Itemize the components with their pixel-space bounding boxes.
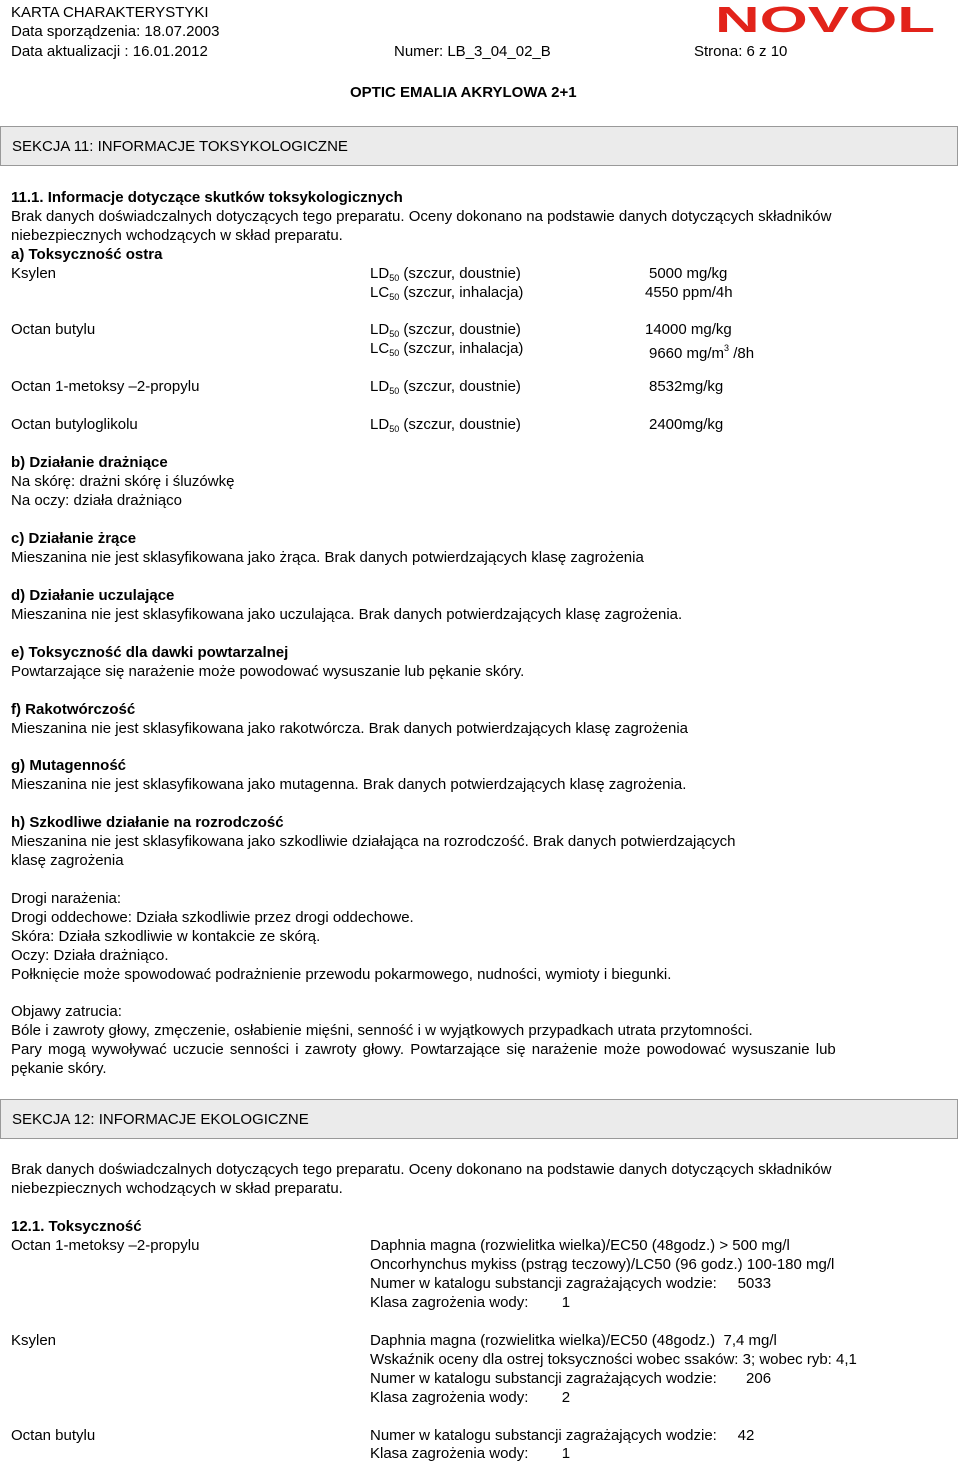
symptoms-text-3: pękanie skóry.	[11, 1060, 107, 1077]
section-12-bar	[0, 1099, 958, 1139]
symptoms-text-1: Bóle i zawroty głowy, zmęczenie, osłabienie mięśni, senność i w wyjątkowych przypadkach utrata przytomności.	[11, 1022, 753, 1039]
repeated-dose-text: Powtarzające się narażenie może powodować wysuszanie lub pękanie skóry.	[11, 663, 525, 680]
carcinogenicity-text: Mieszanina nie jest sklasyfikowana jako rakotwórcza. Brak danych potwierdzających klasę zagrożenia	[11, 720, 688, 737]
mutagenicity-text: Mieszanina nie jest sklasyfikowana jako mutagenna. Brak danych potwierdzających klasę zagrożenia.	[11, 776, 687, 793]
acute-test: $LD_{50}$ (szczur, doustnie)	[370, 416, 521, 434]
exposure-route: Połknięcie może spowodować podrażnienie przewodu pokarmowego, nudności, wymioty i biegunki.	[11, 966, 672, 983]
s12-intro-1: Brak danych doświadczalnych dotyczących tego preparatu. Oceny dokonano na podstawie danych dotyczących składników	[11, 1161, 832, 1178]
exposure-route: Oczy: Działa drażniąco.	[11, 947, 169, 964]
acute-test: $LD_{50}$ (szczur, doustnie)	[370, 378, 521, 396]
eco-line: Klasa zagrożenia wody: 1	[370, 1294, 571, 1311]
acute-value: 2400mg/kg	[649, 416, 724, 433]
reproductive-text-2: klasę zagrożenia	[11, 852, 124, 869]
eco-line: Wskaźnik oceny dla ostrej toksyczności wobec ssaków: 3; wobec ryb: 4,1	[370, 1351, 857, 1368]
irritation-eyes: Na oczy: działa drażniąco	[11, 492, 182, 509]
exposure-route: Skóra: Działa szkodliwie w kontakcie ze skórą.	[11, 928, 321, 945]
logo-text: NOVOL	[715, 4, 935, 34]
exposure-routes-title: Drogi narażenia:	[11, 890, 122, 907]
s11-intro-2: niebezpiecznych wchodzących w skład preparatu.	[11, 227, 343, 244]
irritation-title: b) Działanie drażniące	[11, 454, 168, 471]
eco-line: Numer w katalogu substancji zagrażających wodzie: 5033	[370, 1275, 772, 1292]
acute-test: $LD_{50}$ (szczur, doustnie)	[370, 321, 521, 339]
symptoms-text-2: Pary mogą wywoływać uczucie senności i zawroty głowy. Powtarzające się narażenie może powodować wysuszanie lub	[11, 1041, 836, 1058]
acute-value: 5000 mg/kg	[649, 265, 728, 282]
eco-line: Klasa zagrożenia wody: 1	[370, 1445, 571, 1462]
acute-value: 4550 ppm/4h	[645, 284, 733, 301]
eco-line: Oncorhynchus mykiss (pstrąg teczowy)/LC50 (96 godz.) 100-180 mg/l	[370, 1256, 835, 1273]
section-11-title: SEKCJA 11: INFORMACJE TOKSYKOLOGICZNE	[12, 138, 348, 155]
product-name: OPTIC EMALIA AKRYLOWA 2+1	[350, 84, 577, 101]
acute-value: 9660 $mg/m^3$ /8h	[649, 343, 755, 362]
sensitizing-text: Mieszanina nie jest sklasyfikowana jako uczulająca. Brak danych potwierdzających klasę zagrożenia.	[11, 606, 683, 623]
section-11-bar	[0, 126, 958, 166]
eco-line: Klasa zagrożenia wody: 2	[370, 1389, 571, 1406]
reproductive-text-1: Mieszanina nie jest sklasyfikowana jako szkodliwie działająca na rozrodczość. Brak danych potwierdzających	[11, 833, 736, 850]
created-date: Data sporządzenia: 18.07.2003	[11, 23, 220, 40]
s11-intro-1: Brak danych doświadczalnych dotyczących tego preparatu. Oceny dokonano na podstawie danych dotyczących składników	[11, 208, 832, 225]
doc-number: Numer: LB_3_04_02_B	[394, 43, 551, 60]
irritation-skin: Na skórę: drażni skórę i śluzówkę	[11, 473, 235, 490]
carcinogenicity-title: f) Rakotwórczość	[11, 701, 136, 718]
sensitizing-title: d) Działanie uczulające	[11, 587, 175, 604]
acute-value: 14000 mg/kg	[645, 321, 732, 338]
acute-substance-name: Octan butyloglikolu	[11, 416, 138, 433]
acute-test: $LC_{50}$ (szczur, inhalacja)	[370, 340, 524, 358]
acute-substance-name: Octan butylu	[11, 321, 96, 338]
section-12-title: SEKCJA 12: INFORMACJE EKOLOGICZNE	[12, 1111, 309, 1128]
acute-substance-name: Ksylen	[11, 265, 57, 282]
corrosive-text: Mieszanina nie jest sklasyfikowana jako żrąca. Brak danych potwierdzających klasę zagrożenia	[11, 549, 644, 566]
eco-line: Numer w katalogu substancji zagrażających wodzie: 206	[370, 1370, 772, 1387]
subsection-12-1-title: 12.1. Toksyczność	[11, 1218, 142, 1235]
acute-test: $LC_{50}$ (szczur, inhalacja)	[370, 284, 524, 302]
repeated-dose-title: e) Toksyczność dla dawki powtarzalnej	[11, 644, 289, 661]
eco-substance-name: Octan 1-metoksy –2-propylu	[11, 1237, 200, 1254]
novol-logo	[714, 4, 936, 34]
eco-line: Daphnia magna (rozwielitka wielka)/EC50 (48godz.) > 500 mg/l	[370, 1237, 790, 1254]
acute-value: 8532mg/kg	[649, 378, 724, 395]
eco-line: Daphnia magna (rozwielitka wielka)/EC50 (48godz.) 7,4 mg/l	[370, 1332, 777, 1349]
subsection-11-1-title: 11.1. Informacje dotyczące skutków toksykologicznych	[11, 189, 403, 206]
eco-substance-name: Ksylen	[11, 1332, 57, 1349]
page-number: Strona: 6 z 10	[694, 43, 788, 60]
corrosive-title: c) Działanie żrące	[11, 530, 137, 547]
doc-type: KARTA CHARAKTERYSTYKI	[11, 4, 209, 21]
acute-toxicity-title: a) Toksyczność ostra	[11, 246, 163, 263]
symptoms-title: Objawy zatrucia:	[11, 1003, 122, 1020]
s12-intro-2: niebezpiecznych wchodzących w skład preparatu.	[11, 1180, 343, 1197]
mutagenicity-title: g) Mutagenność	[11, 757, 126, 774]
updated-date: Data aktualizacji : 16.01.2012	[11, 43, 208, 60]
eco-line: Numer w katalogu substancji zagrażających wodzie: 42	[370, 1427, 755, 1444]
acute-test: $LD_{50}$ (szczur, doustnie)	[370, 265, 521, 283]
acute-substance-name: Octan 1-metoksy –2-propylu	[11, 378, 200, 395]
reproductive-title: h) Szkodliwe działanie na rozrodczość	[11, 814, 284, 831]
exposure-route: Drogi oddechowe: Działa szkodliwie przez drogi oddechowe.	[11, 909, 414, 926]
eco-substance-name: Octan butylu	[11, 1427, 96, 1444]
